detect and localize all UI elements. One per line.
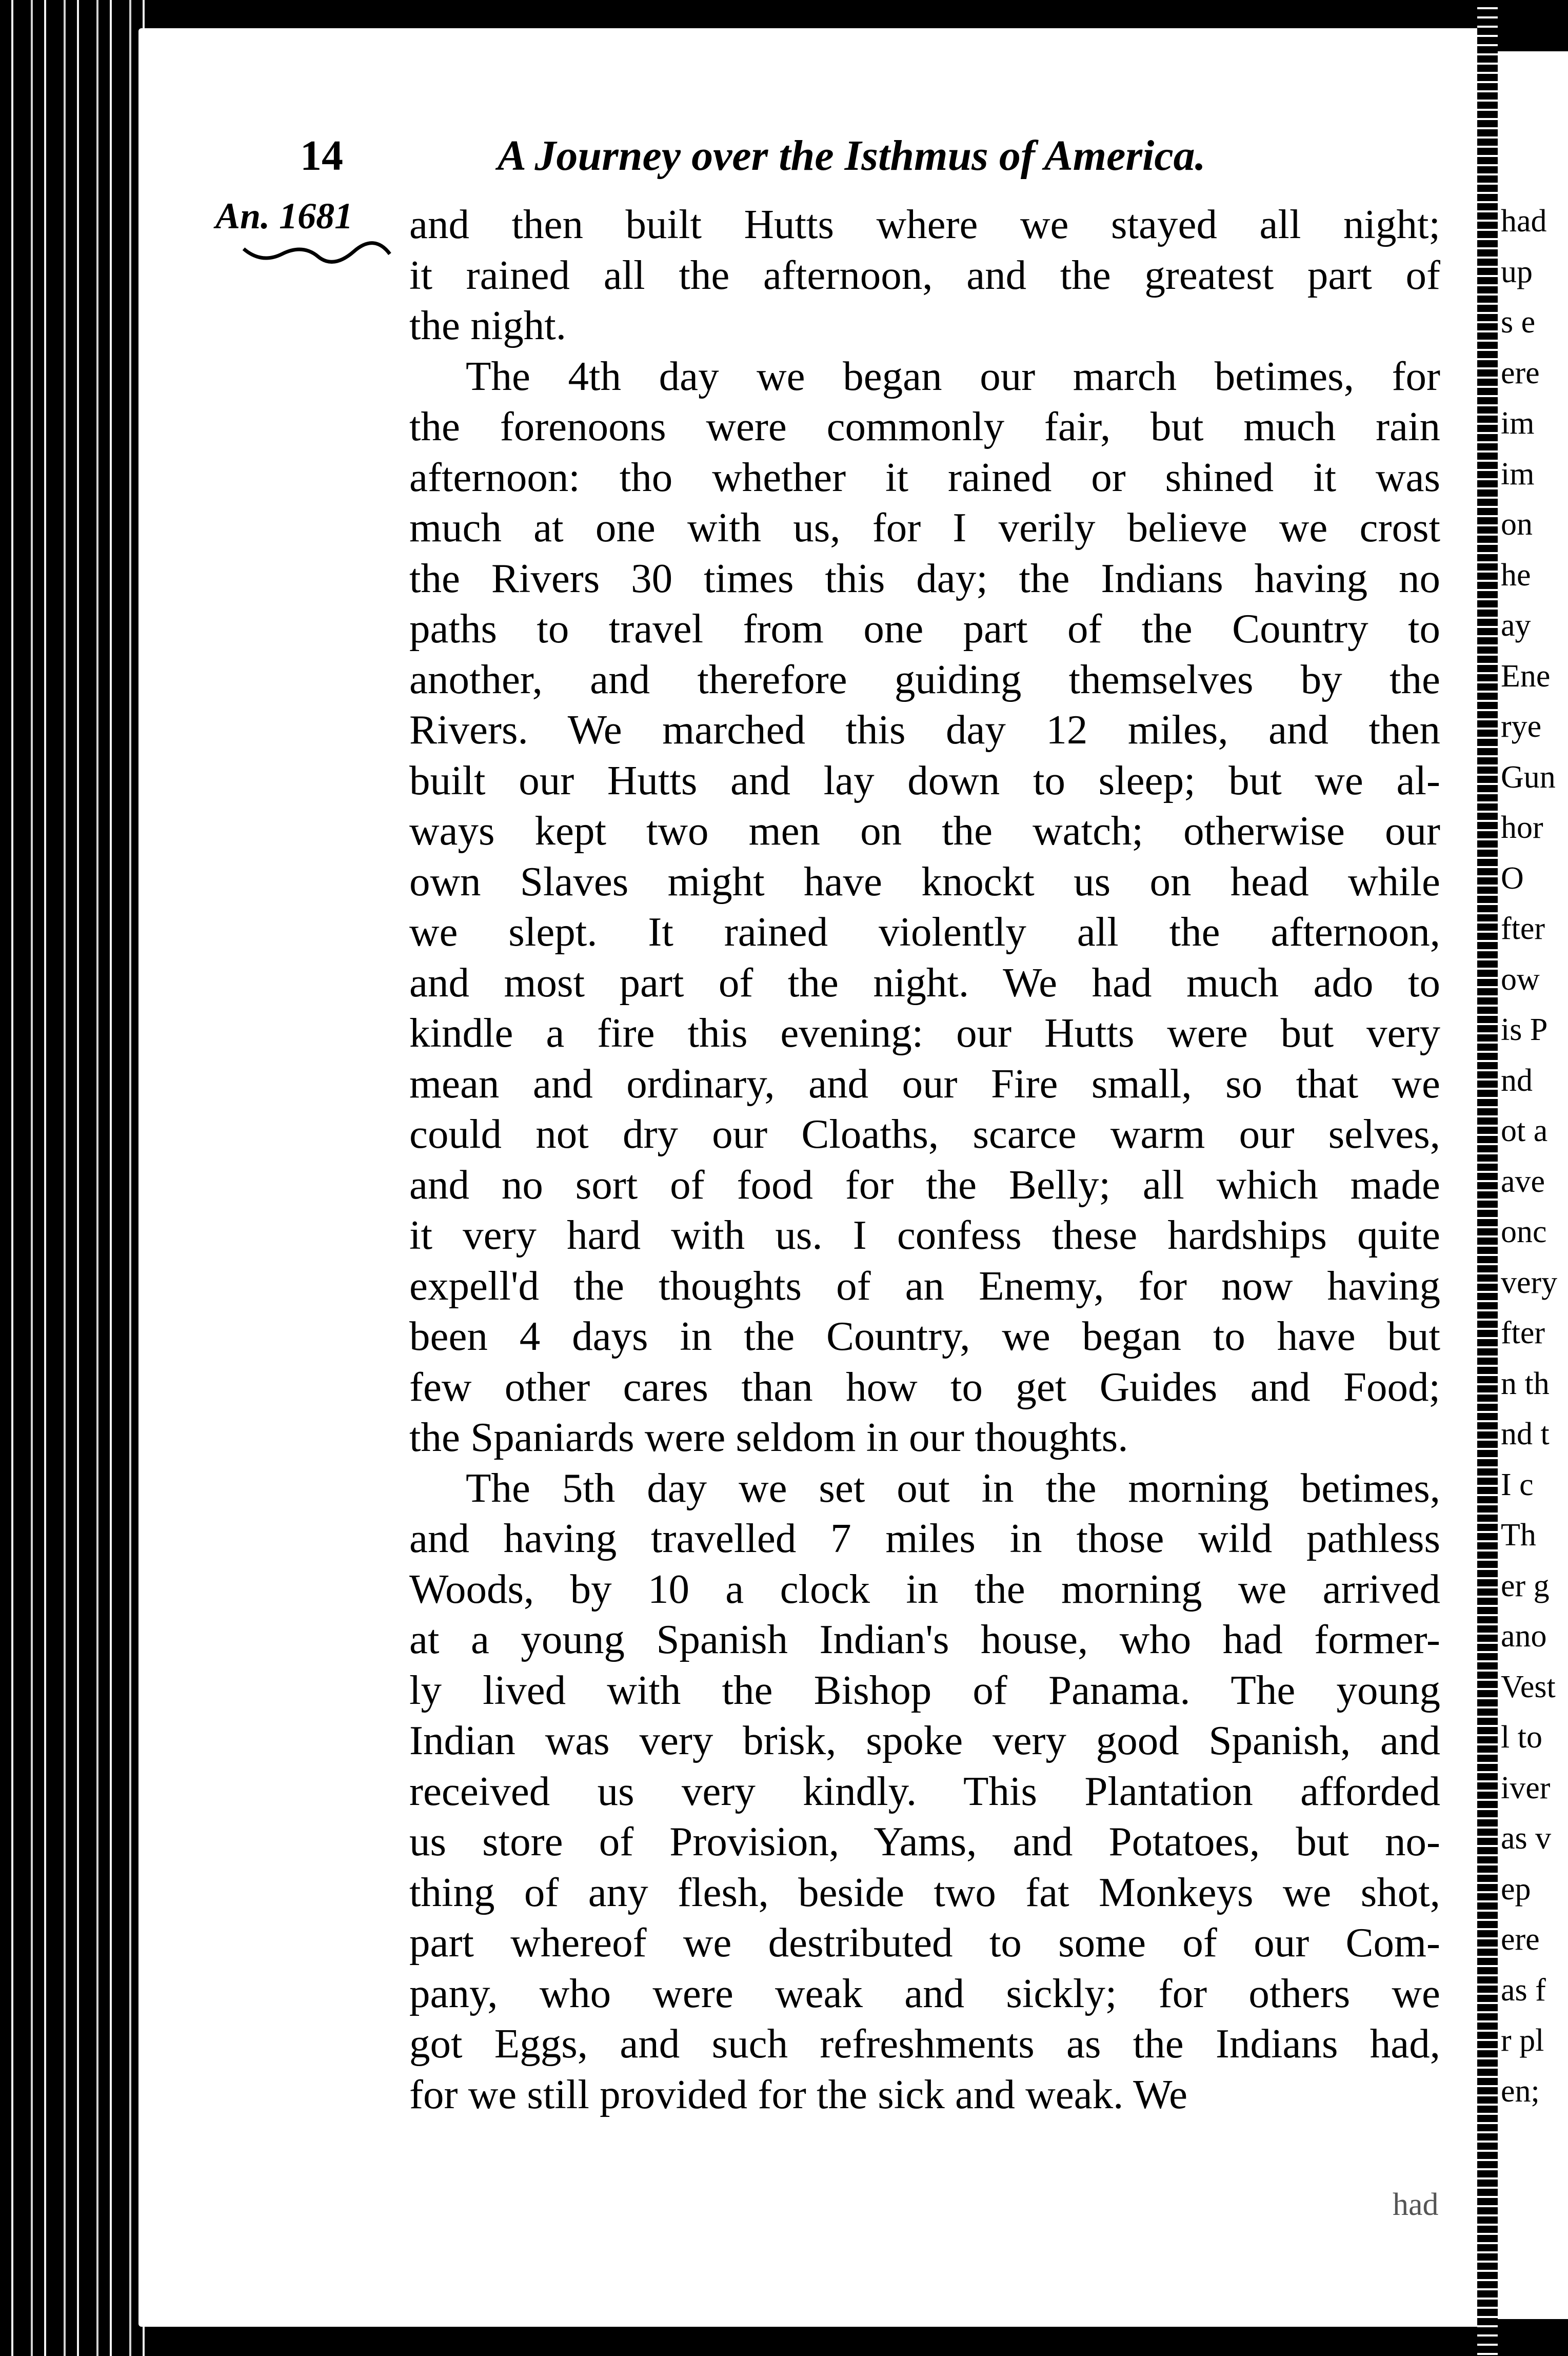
text-line: and most part of the night. We had much ado to	[409, 959, 1440, 1006]
facing-page-fragment: very	[1501, 1265, 1558, 1300]
page-header	[300, 131, 1449, 192]
text-line: the Rivers 30 times this day; the Indians having no	[409, 555, 1440, 601]
text-line: at a young Spanish Indian's house, who had former-	[409, 1616, 1440, 1662]
facing-page-fragment: l to	[1501, 1720, 1542, 1755]
facing-page-fragment: as v	[1501, 1821, 1552, 1856]
facing-page-fragment: I c	[1501, 1467, 1534, 1502]
text-line: part whereof we destributed to some of our Com-	[409, 1919, 1440, 1966]
text-line: the night.	[409, 302, 566, 348]
text-line: own Slaves might have knockt us on head while	[409, 858, 1440, 905]
facing-page-fragment: Gun	[1501, 759, 1556, 795]
facing-page-fragment: rye	[1501, 709, 1542, 744]
text-line: kindle a fire this evening: our Hutts were but very	[409, 1010, 1440, 1056]
text-line: us store of Provision, Yams, and Potatoes, but no-	[409, 1818, 1440, 1864]
text-line: the Spaniards were seldom in our thoughts.	[409, 1414, 1128, 1460]
facing-page-fragment: er g	[1501, 1568, 1550, 1603]
text-line: thing of any flesh, beside two fat Monkeys we shot,	[409, 1869, 1440, 1915]
facing-page-fragment: nd	[1501, 1063, 1533, 1098]
facing-page-fragment: im	[1501, 456, 1535, 492]
facing-page-fragment: ere	[1501, 1922, 1540, 1957]
text-line: mean and ordinary, and our Fire small, so that we	[409, 1060, 1440, 1107]
margin-swash-ornament	[241, 239, 395, 269]
text-line: much at one with us, for I verily believe we crost	[409, 504, 1440, 551]
facing-page-fragment: he	[1501, 557, 1531, 593]
text-line: Rivers. We marched this day 12 miles, and then	[409, 706, 1440, 753]
text-line: built our Hutts and lay down to sleep; but we al-	[409, 757, 1440, 803]
facing-page-fragment: im	[1501, 406, 1535, 441]
facing-page-fragment: r pl	[1501, 2023, 1544, 2058]
facing-page-fragment: hor	[1501, 810, 1543, 845]
facing-page-fragment: ow	[1501, 961, 1540, 997]
text-line: ly lived with the Bishop of Panama. The young	[409, 1666, 1440, 1713]
text-line: Indian was very brisk, spoke very good Spanish, and	[409, 1717, 1440, 1763]
facing-page-fragment: nd t	[1501, 1417, 1550, 1451]
facing-page-fragment: on	[1501, 507, 1533, 542]
text-line: paths to travel from one part of the Country to	[409, 605, 1440, 652]
running-title: A Journey over the Isthmus of America.	[498, 132, 1206, 180]
text-line: The 5th day we set out in the morning betimes,	[466, 1464, 1440, 1511]
page-gutter	[1477, 0, 1498, 2356]
facing-page-fragment: as f	[1501, 1972, 1546, 2008]
facing-page-fragment: fter	[1501, 1316, 1545, 1350]
facing-page-fragment: ere	[1501, 355, 1540, 390]
facing-page-fragment: had	[1501, 204, 1547, 239]
text-line: Woods, by 10 a clock in the morning we arrived	[409, 1565, 1440, 1612]
facing-page-fragment: ano	[1501, 1619, 1547, 1654]
text-line: afternoon: tho whether it rained or shined it was	[409, 454, 1440, 500]
text-line: pany, who were weak and sickly; for others we	[409, 1970, 1440, 2016]
facing-page-fragment: Vest	[1501, 1669, 1556, 1704]
facing-page-fragment: s e	[1501, 305, 1536, 340]
body-text	[409, 199, 1440, 2119]
facing-page-fragment: ot a	[1501, 1113, 1548, 1148]
text-line: ways kept two men on the watch; otherwise our	[409, 808, 1440, 854]
facing-page-fragment: n th	[1501, 1366, 1550, 1401]
facing-page-fragment: fter	[1501, 911, 1545, 946]
catchword: had	[1393, 2187, 1439, 2222]
facing-page-fragment: Th	[1501, 1518, 1536, 1553]
facing-page-fragment: iver	[1501, 1770, 1551, 1805]
facing-page-fragment: en;	[1501, 2073, 1540, 2109]
book-edge-left	[0, 0, 149, 2356]
facing-page-fragment: ep	[1501, 1871, 1531, 1907]
facing-page-fragment: up	[1501, 254, 1533, 289]
text-line: we slept. It rained violently all the afternoon,	[409, 909, 1440, 955]
text-line: could not dry our Cloaths, scarce warm our selves,	[409, 1111, 1440, 1157]
facing-page-fragment: ay	[1501, 608, 1531, 643]
facing-page-fragment: Ene	[1501, 658, 1551, 694]
facing-page-fragment: onc	[1501, 1214, 1547, 1249]
text-line: few other cares than how to get Guides and Food;	[409, 1363, 1440, 1410]
text-line: The 4th day we began our march betimes, for	[466, 352, 1440, 399]
text-line: expell'd the thoughts of an Enemy, for now having	[409, 1262, 1440, 1309]
text-line: the forenoons were commonly fair, but much rain	[409, 403, 1440, 449]
text-line: and having travelled 7 miles in those wild pathless	[409, 1515, 1440, 1561]
text-line: received us very kindly. This Plantation afforded	[409, 1768, 1440, 1814]
text-line: another, and therefore guiding themselves by the	[409, 656, 1440, 702]
text-line: it very hard with us. I confess these hardships quite	[409, 1212, 1440, 1258]
margin-year-note: An. 1681	[215, 195, 353, 237]
facing-page-fragment: O	[1501, 860, 1524, 896]
facing-page-fragment: is P	[1501, 1012, 1548, 1047]
text-line: got Eggs, and such refreshments as the Indians had,	[409, 2020, 1440, 2067]
facing-page-strip	[1498, 51, 1568, 2319]
text-line: and then built Hutts where we stayed all night;	[409, 201, 1440, 247]
text-line: for we still provided for the sick and weak. We	[409, 2071, 1188, 2117]
text-line: it rained all the afternoon, and the greatest part of	[409, 251, 1440, 298]
text-line: been 4 days in the Country, we began to have but	[409, 1313, 1440, 1359]
text-line: and no sort of food for the Belly; all which made	[409, 1161, 1440, 1208]
facing-page-fragment: ave	[1501, 1164, 1545, 1199]
page-number: 14	[300, 132, 343, 180]
